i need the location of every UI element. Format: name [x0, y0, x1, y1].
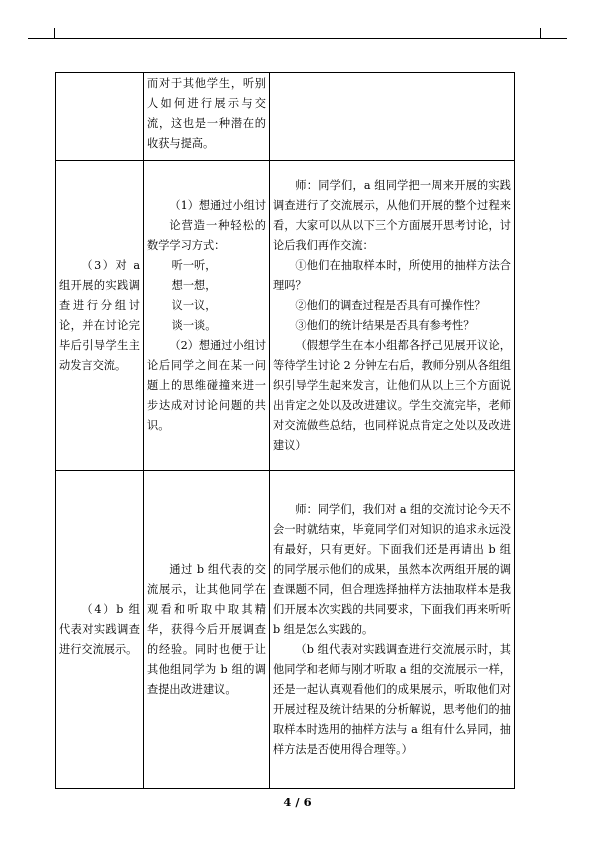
step-cell: [56, 471, 144, 789]
process-text: ②他们的调查过程是否具有可操作性？: [295, 298, 486, 312]
process-cell: [270, 471, 515, 789]
intent-cell: [144, 73, 270, 161]
crop-mark-left: [54, 28, 55, 38]
crop-mark-right: [540, 28, 541, 38]
process-text: ③他们的统计结果是否具有参考性？: [295, 318, 475, 332]
intent-text: 而对于其他学生，听别人如何进行展示与交流，这也是一种潜在的收获与提高。: [147, 77, 266, 150]
process-text: ①他们在抽取样本时，所使用的抽样方法合理吗？: [273, 258, 511, 292]
intent-text: 谈一谈。: [171, 318, 217, 332]
intent-cell: [144, 471, 270, 789]
intent-cell: [144, 161, 270, 471]
intent-text: 想一想，: [171, 278, 217, 292]
table-row: [56, 471, 515, 789]
step-cell: [56, 161, 144, 471]
page-number: 4 / 6: [283, 795, 312, 809]
lesson-plan-table: [55, 72, 515, 789]
intent-text: 通过 b 组代表的交流展示，让其他同学在观看和听取中取其精华，获得今后开展调查的经验。同时也便于让其他组同学为 b 组的调查提出改进建议。: [147, 562, 266, 696]
table-row: [56, 161, 515, 471]
process-text: 师：同学们，我们对 a 组的交流讨论今天不会一时就结束，毕竟同学们对知识的追求永远没有最好，只有更好。下面我们还是再请出 b 组的同学展示他们的成果，虽然本次两组开展的调查课题不同，但合理选择抽样方法抽取样本是我们开展本次实践的共同要求，下面我们再来听听 b 组是怎么实践的。: [273, 502, 511, 636]
intent-text: 议一议，: [171, 298, 217, 312]
process-text: （b 组代表对实践调查进行交流展示时，其他同学和老师与刚才听取 a 组的交流展示一样，还是一起认真观看他们的成果展示，听取他们对开展过程及统计结果的分析解说，思考他们的抽取样本时选用的抽样方法与 a 组有什么异同，抽样方法是否使用得合理等。）: [273, 642, 511, 756]
step-text: （4）b 组代表对实践调查进行交流展示。: [59, 602, 140, 656]
table-row: [56, 73, 515, 161]
step-cell-empty: [56, 73, 144, 161]
process-text: 师：同学们，a 组同学把一周来开展的实践调查进行了交流展示，从他们开展的整个过程来看，大家可以从以下三个方面展开思考讨论，讨论后我们再作交流：: [273, 178, 511, 252]
step-text: （3）对 a 组开展的实践调查进行分组讨论，并在讨论完毕后引导学生主动发言交流。: [59, 258, 140, 372]
intent-text: （1）想通过小组讨: [169, 198, 267, 212]
process-cell: [270, 161, 515, 471]
process-text: （假想学生在本小组都各抒己见展开议论，等待学生讨论 2 分钟左右后，教师分别从各组组织引导学生起来发言，让他们从以上三个方面说出肯定之处以及改进建议。学生交流完毕，老师对交流做些总结，也同样说点肯定之处以及改进建议）: [273, 338, 511, 452]
intent-text: 听一听，: [171, 258, 217, 272]
intent-text: （2）想通过小组讨论后同学之间在某一问题上的思维碰撞来进一步达成对讨论问题的共识。: [147, 338, 267, 432]
process-cell-empty: [270, 73, 515, 161]
intent-text: 论营造一种轻松的数学学习方式：: [147, 218, 266, 252]
header-rule: [28, 38, 567, 39]
